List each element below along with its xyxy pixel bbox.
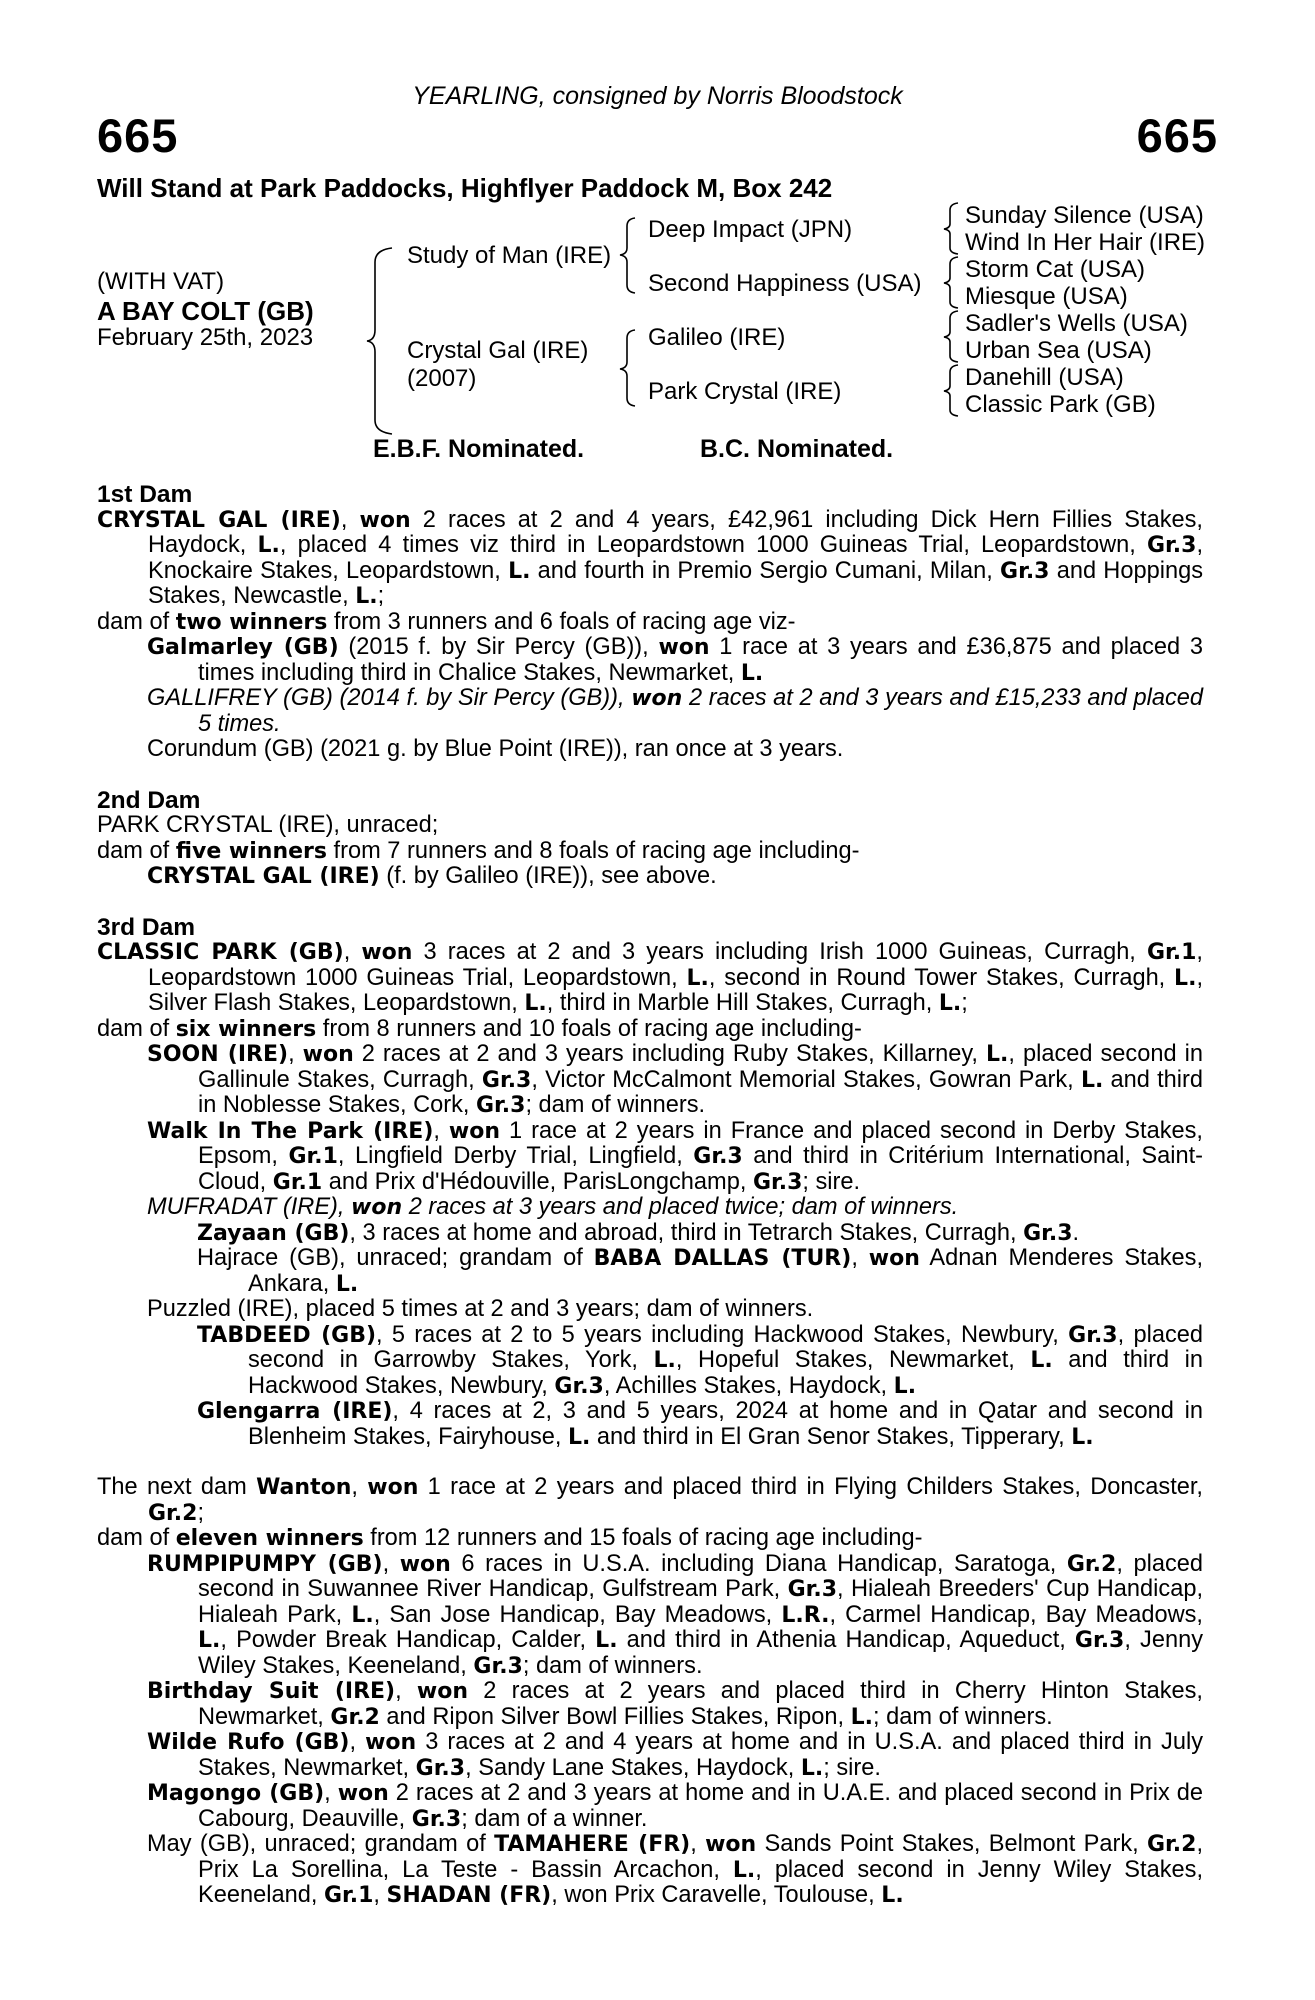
foaling-date: February 25th, 2023 <box>97 324 314 351</box>
next-dam-produce-summary: dam of eleven winners from 12 runners and 15 foals of racing age including- <box>97 1525 923 1551</box>
dam-year: (2007) <box>407 365 477 392</box>
first-dam-produce-summary: dam of two winners from 3 runners and 6 foals of racing age viz- <box>97 608 796 635</box>
next-dam-record: The next dam Wanton, won 1 race at 2 years and placed third in Flying Childers Stakes, Doncaster, Gr.2; <box>97 1474 1203 1526</box>
standing-location: Will Stand at Park Paddocks, Highflyer Paddock M, Box 242 <box>97 173 833 203</box>
third-dam-produce-item: SOON (IRE), won 2 races at 2 and 3 years including Ruby Stakes, Killarney, L., placed second in Gallinule Stakes, Curragh, Gr.3, Victor McCalmont Memorial Stakes, Gowran Park, L. and third in Noblesse Stakes, Cork, Gr.3; dam of winners. <box>147 1041 1204 1118</box>
dam-name: Crystal Gal (IRE) <box>407 337 589 364</box>
first-dam-produce-item: Corundum (GB) (2021 g. by Blue Point (IRE)), ran once at 3 years. <box>147 736 844 762</box>
dam-dam: Park Crystal (IRE) <box>648 378 842 405</box>
first-dam-record: CRYSTAL GAL (IRE), won 2 races at 2 and 4 years, £42,961 including Dick Hern Fillies Stakes, Haydock, L., placed 4 times viz third in Leopardstown 1000 Guineas Trial, Leopardstown, Gr.3, Knockaire Stakes, Leopardstown, L. and fourth in Premio Sergio Cumani, Milan, Gr.3 and Hoppings Stakes, Newcastle, L.; <box>97 506 1203 609</box>
dam-sire: Galileo (IRE) <box>648 324 786 351</box>
next-dam-produce-item: Birthday Suit (IRE), won 2 races at 2 years and placed third in Cherry Hinton Stakes, Newmarket, Gr.2 and Ripon Silver Bowl Fillies Stakes, Ripon, L.; dam of winners. <box>147 1678 1203 1730</box>
lot-number-right: 665 <box>1136 109 1218 162</box>
first-dam-heading: 1st Dam <box>97 481 193 508</box>
first-dam-produce-item: GALLIFREY (GB) (2014 f. by Sir Percy (GB)), won 2 races at 2 and 3 years and £15,233 and placed 5 times. <box>147 685 1203 737</box>
sire-dam: Second Happiness (USA) <box>648 270 922 297</box>
consignment-line: YEARLING, consigned by Norris Bloodstock <box>412 82 903 110</box>
sire-name: Study of Man (IRE) <box>407 242 612 269</box>
ancestor-2: Wind In Her Hair (IRE) <box>965 229 1206 256</box>
sire-sire: Deep Impact (JPN) <box>648 216 853 243</box>
second-dam-heading: 2nd Dam <box>97 786 201 814</box>
ancestor-7: Danehill (USA) <box>965 364 1124 391</box>
third-dam-produce-item: Puzzled (IRE), placed 5 times at 2 and 3 years; dam of winners. <box>147 1296 814 1322</box>
third-dam-record: CLASSIC PARK (GB), won 3 races at 2 and 3 years including Irish 1000 Guineas, Curragh, Gr.1, Leopardstown 1000 Guineas Trial, Leopardstown, L., second in Round Tower Stakes, Curragh, L., Silver Flash Stakes, Leopardstown, L., third in Marble Hill Stakes, Curragh, L.; <box>97 939 1203 1016</box>
lot-number-left: 665 <box>97 109 179 162</box>
next-dam-produce-item: Magongo (GB), won 2 races at 2 and 3 years at home and in U.A.E. and placed second in Prix de Cabourg, Deauville, Gr.3; dam of a winner. <box>147 1780 1203 1832</box>
ebf-nomination: E.B.F. Nominated. <box>373 435 585 463</box>
third-dam-grand-produce: Glengarra (IRE), 4 races at 2, 3 and 5 years, 2024 at home and in Qatar and second in Blenheim Stakes, Fairyhouse, L. and third in El Gran Senor Stakes, Tipperary, L. <box>197 1398 1204 1450</box>
second-dam-record: PARK CRYSTAL (IRE), unraced; <box>97 812 439 838</box>
second-dam-produce-summary: dam of five winners from 7 runners and 8 foals of racing age including- <box>97 837 860 864</box>
vat-note: (WITH VAT) <box>97 268 225 295</box>
ancestor-1: Sunday Silence (USA) <box>965 202 1204 229</box>
third-dam-grand-produce: Zayaan (GB), 3 races at home and abroad, third in Tetrarch Stakes, Curragh, Gr.3. <box>197 1219 1080 1246</box>
ancestor-8: Classic Park (GB) <box>965 391 1156 418</box>
ancestor-3: Storm Cat (USA) <box>965 256 1146 283</box>
next-dam-produce-item: May (GB), unraced; grandam of TAMAHERE (FR), won Sands Point Stakes, Belmont Park, Gr.2, Prix La Sorellina, La Teste - Bassin Arcachon, L., placed second in Jenny Wiley Stakes, Keeneland, Gr.1, SHADAN (FR), won Prix Caravelle, Toulouse, L. <box>147 1831 1203 1908</box>
bc-nomination: B.C. Nominated. <box>700 435 894 463</box>
first-dam-produce-item: Galmarley (GB) (2015 f. by Sir Percy (GB)), won 1 race at 3 years and £36,875 and placed 3 times including third in Chalice Stakes, Newmarket, L. <box>147 634 1203 686</box>
third-dam-grand-produce: TABDEED (GB), 5 races at 2 to 5 years including Hackwood Stakes, Newbury, Gr.3, placed second in Garrowby Stakes, York, L., Hopeful Stakes, Newmarket, L. and third in Hackwood Stakes, Newbury, Gr.3, Achilles Stakes, Haydock, L. <box>197 1321 1203 1399</box>
next-dam-produce-item: Wilde Rufo (GB), won 3 races at 2 and 4 years at home and in U.S.A. and placed third in July Stakes, Newmarket, Gr.3, Sandy Lane Stakes, Haydock, L.; sire. <box>147 1729 1203 1781</box>
ancestor-5: Sadler's Wells (USA) <box>965 310 1188 337</box>
ancestor-4: Miesque (USA) <box>965 283 1128 310</box>
third-dam-heading: 3rd Dam <box>97 913 196 941</box>
third-dam-produce-summary: dam of six winners from 8 runners and 10 foals of racing age including- <box>97 1015 862 1042</box>
second-dam-produce-item: CRYSTAL GAL (IRE) (f. by Galileo (IRE)), see above. <box>147 863 717 889</box>
third-dam-produce-item: MUFRADAT (IRE), won 2 races at 3 years and placed twice; dam of winners. <box>147 1194 959 1220</box>
ancestor-6: Urban Sea (USA) <box>965 337 1152 364</box>
third-dam-grand-produce: Hajrace (GB), unraced; grandam of BABA DALLAS (TUR), won Adnan Menderes Stakes, Ankara, L. <box>197 1245 1204 1297</box>
lot-name: A BAY COLT (GB) <box>97 296 314 326</box>
third-dam-produce-item: Walk In The Park (IRE), won 1 race at 2 years in France and placed second in Derby Stakes, Epsom, Gr.1, Lingfield Derby Trial, Lingfield, Gr.3 and third in Critérium International, Saint-Cloud, Gr.1 and Prix d'Hédouville, ParisLongchamp, Gr.3; sire. <box>147 1117 1203 1195</box>
next-dam-produce-item: RUMPIPUMPY (GB), won 6 races in U.S.A. including Diana Handicap, Saratoga, Gr.2, placed second in Suwannee River Handicap, Gulfstream Park, Gr.3, Hialeah Breeders' Cup Handicap, Hialeah Park, L., San Jose Handicap, Bay Meadows, L.R., Carmel Handicap, Bay Meadows, L., Powder Break Handicap, Calder, L. and third in Athenia Handicap, Aqueduct, Gr.3, Jenny Wiley Stakes, Keeneland, Gr.3; dam of winners. <box>147 1550 1204 1679</box>
family-details <box>97 482 1203 1909</box>
